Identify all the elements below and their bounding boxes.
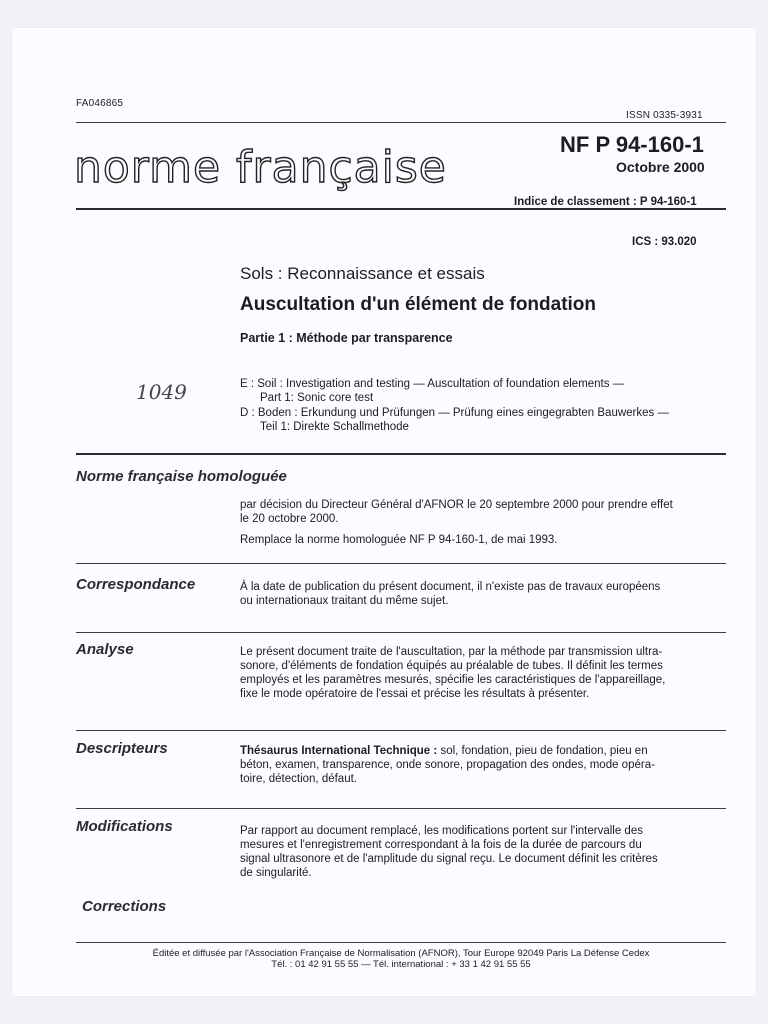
german-title [240,406,669,434]
standard-number: NF P 94-160-1 [560,132,704,157]
analyse-line4: fixe le mode opératoire de l'essai et précise les résultats à présenter. [240,688,590,700]
section-rule-1 [76,453,726,455]
analyse-line2: sonore, d'éléments de fondation équipés au préalable de tubes. Il définit les termes [240,660,663,672]
descripteurs-text [240,744,730,786]
modifications-heading: Modifications [76,818,173,835]
analyse-heading: Analyse [76,641,134,658]
handwritten-annotation: 1049 [136,380,187,404]
analyse-text [240,645,730,701]
descripteurs-line3: toire, détection, défaut. [240,773,357,785]
english-title-line1: E : Soil : Investigation and testing — Auscultation of foundation elements — [240,378,625,390]
footer-publisher-line: Éditée et diffusée par l'Association Française de Normalisation (AFNOR), Tour Europe 92049 Paris La Défense Cedex [152,948,650,959]
footer-rule [76,942,726,943]
descripteurs-line1 [240,744,730,758]
descripteurs-line2: béton, examen, transparence, onde sonore, propagation des ondes, mode opéra- [240,759,655,771]
subject-title: Sols : Reconnaissance et essais [240,264,485,283]
analyse-line1: Le présent document traite de l'auscultation, par la méthode par transmission ultra- [240,646,663,658]
part-title: Partie 1 : Méthode par transparence [240,331,453,345]
descripteurs-label: Thésaurus International Technique : [240,745,438,757]
analyse-line3: employés et les paramètres mesurés, spécifie les caractéristiques de l'appareillage, [240,674,666,686]
homologuee-line3: Remplace la norme homologuée NF P 94-160-1, de mai 1993. [240,534,558,546]
homologuee-heading: Norme française homologuée [76,468,287,485]
publisher-footer [76,948,726,970]
english-title-line2: Part 1: Sonic core test [260,392,374,404]
footer-phone-line: Tél. : 01 42 91 55 55 — Tél. international : + 33 1 42 91 55 55 [271,959,531,970]
correspondance-heading: Correspondance [76,576,196,593]
header-rule-bottom [76,208,726,210]
document-page [12,28,756,996]
modifications-line1: Par rapport au document remplacé, les modifications portent sur l'intervalle des [240,825,643,837]
correspondance-line1: À la date de publication du présent document, il n'existe pas de travaux européens [240,581,661,593]
descripteurs-terms-1: sol, fondation, pieu de fondation, pieu en [440,745,648,757]
header-rule-top [76,122,726,123]
section-rule-5 [76,808,726,809]
main-title: Auscultation d'un élément de fondation [240,294,597,315]
reference-code: FA046865 [76,98,124,109]
ics-code: ICS : 93.020 [632,236,697,248]
issn-number: ISSN 0335-3931 [626,110,703,121]
correspondance-text [240,580,730,608]
corrections-heading: Corrections [82,898,167,915]
modifications-line4: de singularité. [240,867,312,879]
modifications-line2: mesures et l'enregistrement correspondant à la fois de la durée de parcours du [240,839,642,851]
section-rule-4 [76,730,726,731]
german-title-line1: D : Boden : Erkundung und Prüfungen — Prüfung eines eingegrabten Bauwerkes — [240,407,669,419]
english-title [240,377,624,405]
descripteurs-heading: Descripteurs [76,740,168,757]
correspondance-line2: ou internationaux traitant du même sujet. [240,595,449,607]
publication-date: Octobre 2000 [616,159,705,175]
brand-title: norme française [74,142,447,193]
homologuee-text [240,498,730,547]
section-rule-2 [76,563,726,564]
modifications-line3: signal ultrasonore et de l'amplitude du signal reçu. Le document définit les critères [240,853,658,865]
german-title-line2: Teil 1: Direkte Schallmethode [260,421,409,433]
section-rule-3 [76,632,726,633]
homologuee-line2: le 20 octobre 2000. [240,513,339,525]
modifications-text [240,824,730,880]
homologuee-line1: par décision du Directeur Général d'AFNOR le 20 septembre 2000 pour prendre effet [240,499,673,511]
classification-index: Indice de classement : P 94-160-1 [514,196,697,208]
